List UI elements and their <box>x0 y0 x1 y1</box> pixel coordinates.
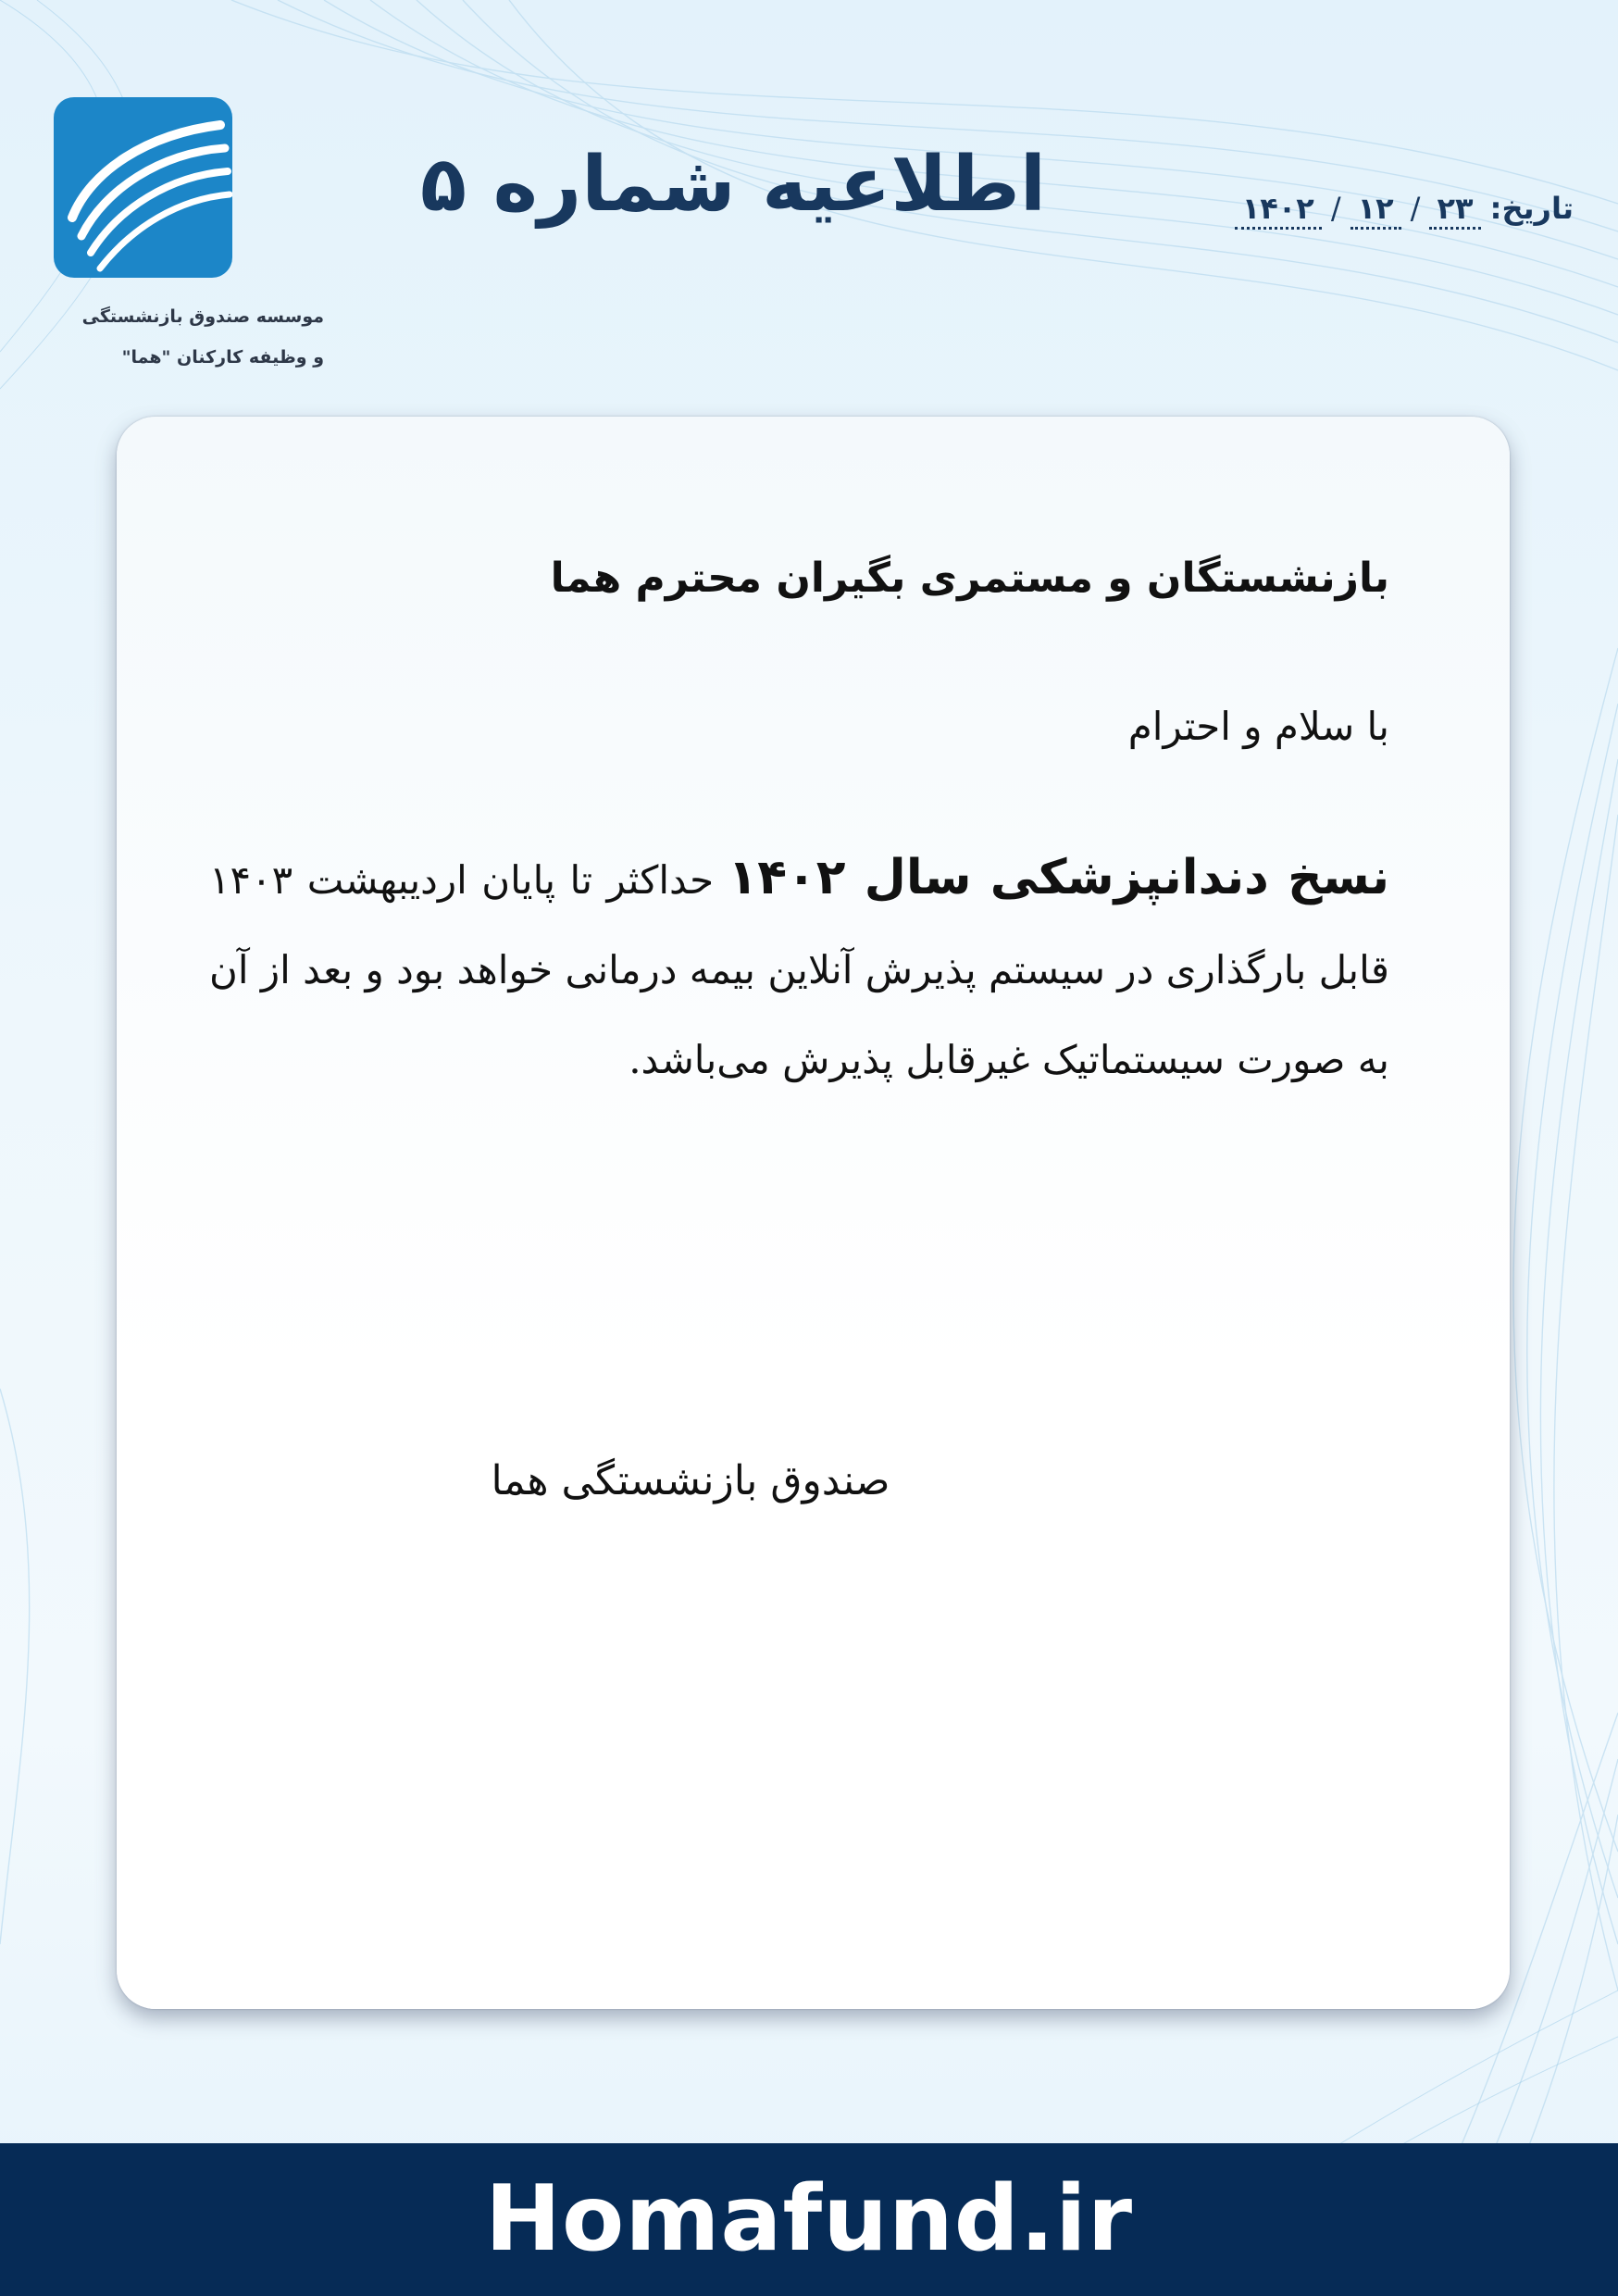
announcement-card <box>117 417 1510 2009</box>
date-day: ۲۳ <box>1429 190 1480 230</box>
footer-bar <box>0 2143 1618 2296</box>
date-separator: / <box>1410 191 1421 226</box>
date-field <box>1166 187 1574 230</box>
date-label: تاریخ: <box>1489 191 1574 226</box>
letter-body <box>209 551 1389 1104</box>
website-url: Homafund.ir <box>484 2166 1134 2272</box>
organization-name-line2: و وظیفه کارکنان "هما" <box>121 347 324 368</box>
letter-text: حداکثر تا پایان اردیبهشت ۱۴۰۳ قابل بارگذاری در سیستم پذیرش آنلاین بیمه درمانی خواهد بود و بعد از آن به صورت سیستماتیک غیرقابل پذیرش می‌باشد. <box>209 857 1389 1082</box>
organization-name-line1: موسسه صندوق بازنشستگی <box>81 306 324 327</box>
organization-name <box>46 296 324 378</box>
announcement-title: اطلاعیه شماره ۵ <box>420 141 1046 229</box>
letter-emphasis: نسخ دندانپزشکی سال ۱۴۰۲ <box>728 850 1389 905</box>
letter-addressee: بازنشستگان و مستمری بگیران محترم هما <box>550 555 1389 602</box>
homa-fund-logo-icon <box>54 97 232 278</box>
letter-signature: صندوق بازنشستگی هما <box>491 1457 890 1504</box>
date-year: ۱۴۰۲ <box>1235 190 1322 230</box>
letter-greeting: با سلام و احترام <box>1127 704 1389 749</box>
date-month: ۱۲ <box>1350 190 1401 230</box>
date-separator: / <box>1330 191 1341 226</box>
letter-paragraph <box>209 833 1389 1104</box>
